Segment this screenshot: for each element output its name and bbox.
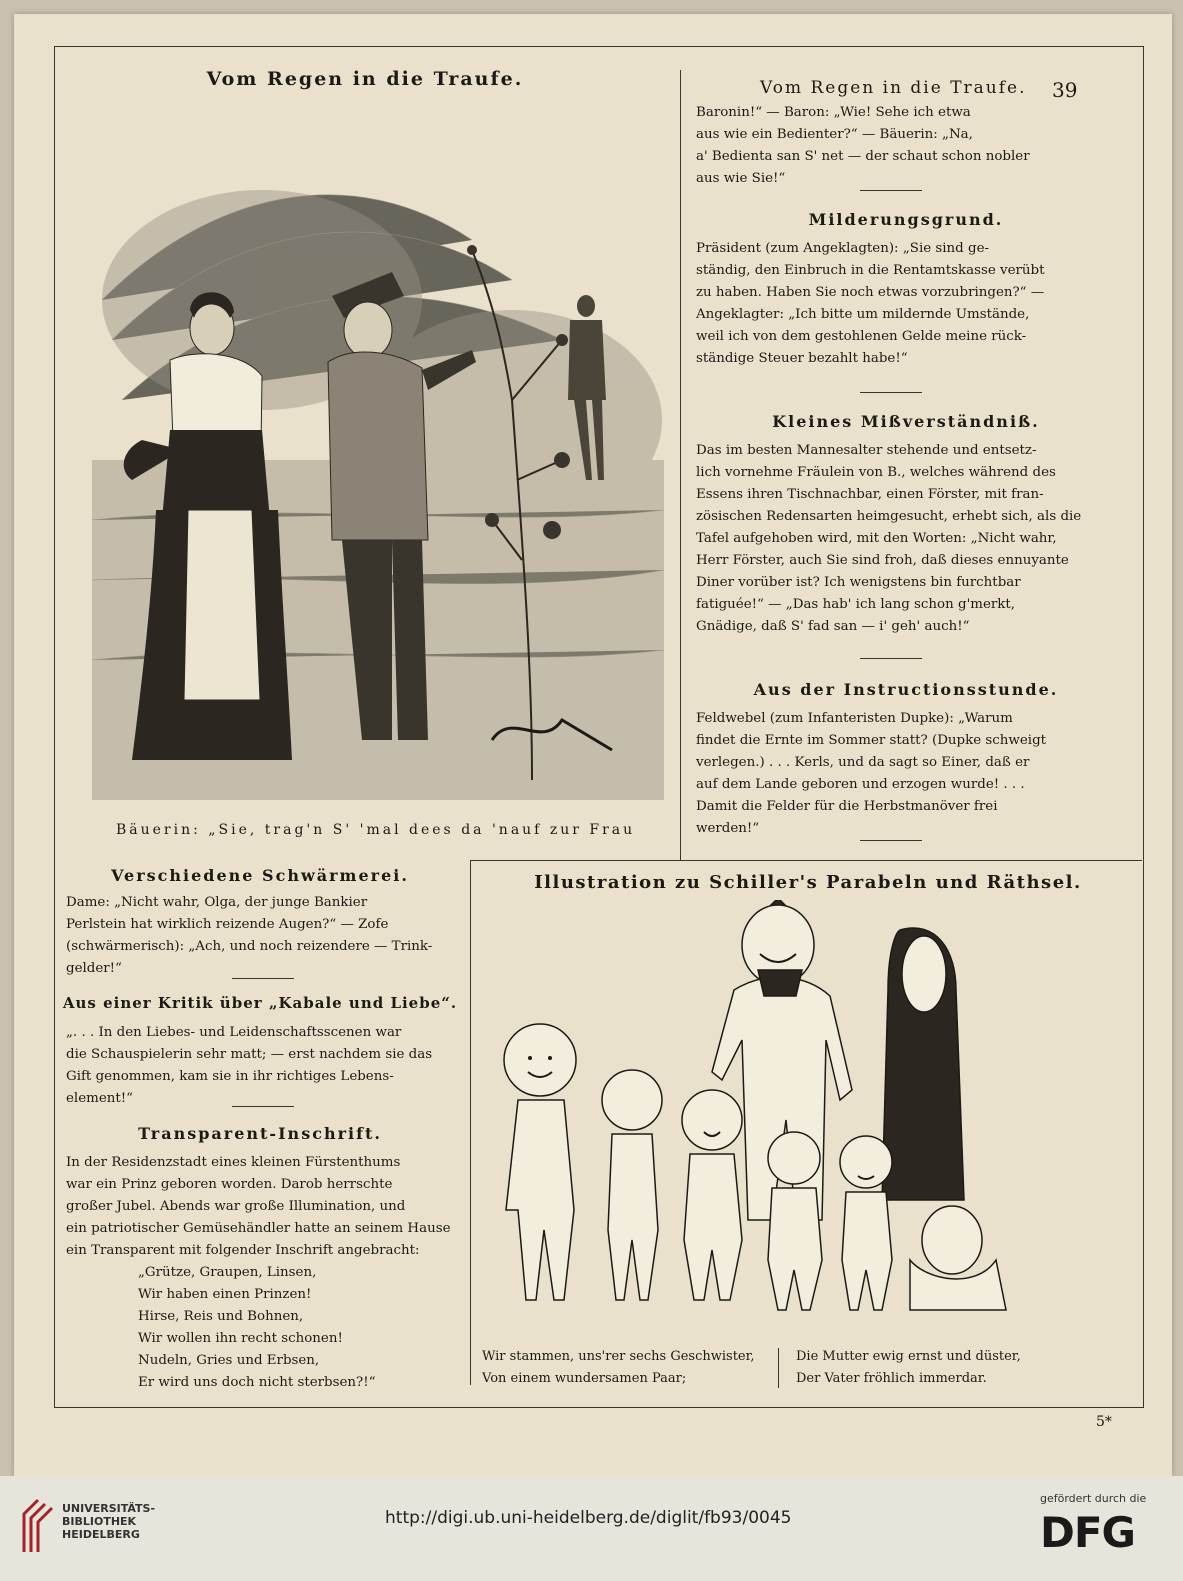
page-number: 39 bbox=[1052, 78, 1078, 102]
verse-line: Der Vater fröhlich immerdar. bbox=[796, 1371, 987, 1386]
running-header: Vom Regen in die Traufe. bbox=[760, 78, 1027, 98]
poem-line: „Grütze, Graupen, Linsen, bbox=[138, 1265, 317, 1280]
text-line: lich vornehme Fräulein von B., welches während des bbox=[696, 465, 1056, 480]
verse-left bbox=[482, 1346, 774, 1390]
separator bbox=[232, 1106, 294, 1107]
verse-right bbox=[796, 1346, 1076, 1390]
text-line: zösischen Redensarten heimgesucht, erhebt sich, als die bbox=[696, 509, 1082, 524]
column-rule-bottom bbox=[470, 860, 471, 1385]
text-line: a' Bedienta san S' net — der schaut schon nobler bbox=[696, 149, 1030, 164]
poem-line: Wir wollen ihn recht schonen! bbox=[138, 1331, 343, 1346]
text-line: zu haben. Haben Sie noch etwas vorzubringen?“ — bbox=[696, 285, 1045, 300]
text-line: Gift genommen, kam sie in ihr richtiges Lebens- bbox=[66, 1069, 394, 1084]
text-line: findet die Ernte im Sommer statt? (Dupke schweigt bbox=[696, 733, 1047, 748]
text-line: Herr Förster, auch Sie sind froh, daß dieses ennuyante bbox=[696, 553, 1069, 568]
section-text-kritik bbox=[66, 1022, 460, 1110]
poem-line: Nudeln, Gries und Erbsen, bbox=[138, 1353, 320, 1368]
text-line: gelder!“ bbox=[66, 961, 122, 976]
poem-line: Wir haben einen Prinzen! bbox=[138, 1287, 312, 1302]
library-line: UNIVERSITÄTS- bbox=[62, 1502, 156, 1515]
section-title-schwaermerei: Verschiedene Schwärmerei. bbox=[111, 866, 409, 885]
text-line: ein patriotischer Gemüsehändler hatte an seinem Hause bbox=[66, 1221, 451, 1236]
text-line: die Schauspielerin sehr matt; — erst nachdem sie das bbox=[66, 1047, 433, 1062]
poem bbox=[138, 1262, 458, 1394]
text-line: fatiguée!“ — „Das hab' ich lang schon g'merkt, bbox=[696, 597, 1016, 612]
library-line: BIBLIOTHEK bbox=[62, 1515, 137, 1528]
separator bbox=[232, 978, 294, 979]
poem-line: Er wird uns doch nicht sterbsen?!“ bbox=[138, 1375, 376, 1390]
section-title-transparent: Transparent-Inschrift. bbox=[138, 1124, 382, 1143]
separator bbox=[860, 190, 922, 191]
section-title-instructionsstunde: Aus der Instructionsstunde. bbox=[753, 680, 1059, 699]
schiller-title: Illustration zu Schiller's Parabeln und Räthsel. bbox=[534, 872, 1082, 893]
section-title-kritik: Aus einer Kritik über „Kabale und Liebe“. bbox=[62, 994, 458, 1012]
poem-line: Hirse, Reis und Bohnen, bbox=[138, 1309, 304, 1324]
section-text-schwaermerei bbox=[66, 892, 460, 980]
text-line: auf dem Lande geboren und erzogen wurde! . . . bbox=[696, 777, 1025, 792]
illustration-caption: Bäuerin: „Sie, trag'n S' 'mal dees da 'nauf zur Frau bbox=[116, 822, 636, 838]
text-line: Essens ihren Tischnachbar, einen Förster, mit fran- bbox=[696, 487, 1044, 502]
column-rule-top bbox=[680, 70, 681, 860]
text-line: Feldwebel (zum Infanteristen Dupke): „Warum bbox=[696, 711, 1013, 726]
dfg-logo: DFG bbox=[1040, 1508, 1136, 1557]
text-line: Angeklagter: „Ich bitte um mildernde Umstände, bbox=[696, 307, 1030, 322]
section-text-transparent bbox=[66, 1152, 460, 1262]
university-logo-icon bbox=[20, 1494, 56, 1556]
verse-line: Von einem wundersamen Paar; bbox=[482, 1371, 687, 1386]
verse-rule bbox=[778, 1348, 779, 1388]
section-text-instructionsstunde bbox=[696, 708, 1116, 840]
library-line: HEIDELBERG bbox=[62, 1528, 140, 1541]
text-line: aus wie Sie!“ bbox=[696, 171, 786, 186]
text-line: Diner vorüber ist? Ich wenigstens bin furchtbar bbox=[696, 575, 1021, 590]
page-title: Vom Regen in die Traufe. bbox=[206, 68, 524, 90]
text-line: Präsident (zum Angeklagten): „Sie sind ge- bbox=[696, 241, 990, 256]
schiller-top-rule bbox=[470, 860, 1142, 861]
text-line: ein Transparent mit folgender Inschrift angebracht: bbox=[66, 1243, 420, 1258]
text-line: „. . . In den Liebes- und Leidenschaftsscenen war bbox=[66, 1025, 402, 1040]
text-line: Tafel aufgehoben wird, mit den Worten: „Nicht wahr, bbox=[696, 531, 1057, 546]
text-line: element!“ bbox=[66, 1091, 133, 1106]
separator bbox=[860, 658, 922, 659]
illustration-peasant-woman-and-man bbox=[92, 100, 664, 808]
separator bbox=[860, 392, 922, 393]
section-text-milderungsgrund bbox=[696, 238, 1116, 370]
text-line: (schwärmerisch): „Ach, und noch reizendere — Trink- bbox=[66, 939, 433, 954]
text-line: werden!“ bbox=[696, 821, 760, 836]
text-line: Perlstein hat wirklich reizende Augen?“ — Zofe bbox=[66, 917, 389, 932]
section-title-missverstaendniss: Kleines Mißverständniß. bbox=[772, 412, 1040, 431]
text-line: Das im besten Mannesalter stehende und entsetz- bbox=[696, 443, 1037, 458]
text-line: Gnädige, daß S' fad san — i' geh' auch!“ bbox=[696, 619, 970, 634]
text-line: In der Residenzstadt eines kleinen Fürstenthums bbox=[66, 1155, 401, 1170]
text-line: Damit die Felder für die Herbstmanöver frei bbox=[696, 799, 998, 814]
section-text-missverstaendniss bbox=[696, 440, 1116, 638]
verse-line: Wir stammen, uns'rer sechs Geschwister, bbox=[482, 1349, 755, 1364]
text-line: ständige Steuer bezahlt habe!“ bbox=[696, 351, 908, 366]
verse-line: Die Mutter ewig ernst und düster, bbox=[796, 1349, 1021, 1364]
library-name bbox=[62, 1502, 155, 1541]
funding-note: gefördert durch die bbox=[1040, 1492, 1147, 1505]
text-line: großer Jubel. Abends war große Illumination, und bbox=[66, 1199, 406, 1214]
signature-mark: 5* bbox=[1096, 1414, 1112, 1430]
illustration-family-caricature bbox=[496, 900, 1056, 1340]
section-title-milderungsgrund: Milderungsgrund. bbox=[808, 210, 1004, 229]
text-line: aus wie ein Bedienter?“ — Bäuerin: „Na, bbox=[696, 127, 973, 142]
viewer-footer bbox=[0, 1476, 1183, 1581]
text-line: war ein Prinz geboren worden. Darob herrschte bbox=[66, 1177, 393, 1192]
text-line: verlegen.) . . . Kerls, und da sagt so Einer, daß er bbox=[696, 755, 1030, 770]
text-line: Dame: „Nicht wahr, Olga, der junge Bankier bbox=[66, 895, 368, 910]
continuation-text bbox=[696, 102, 1116, 190]
text-line: Baronin!“ — Baron: „Wie! Sehe ich etwa bbox=[696, 105, 971, 120]
separator bbox=[860, 840, 922, 841]
text-line: ständig, den Einbruch in die Rentamtskasse verübt bbox=[696, 263, 1045, 278]
permalink-url[interactable]: http://digi.ub.uni-heidelberg.de/diglit/fb93/0045 bbox=[385, 1508, 792, 1528]
text-line: weil ich von dem gestohlenen Gelde meine rück- bbox=[696, 329, 1027, 344]
